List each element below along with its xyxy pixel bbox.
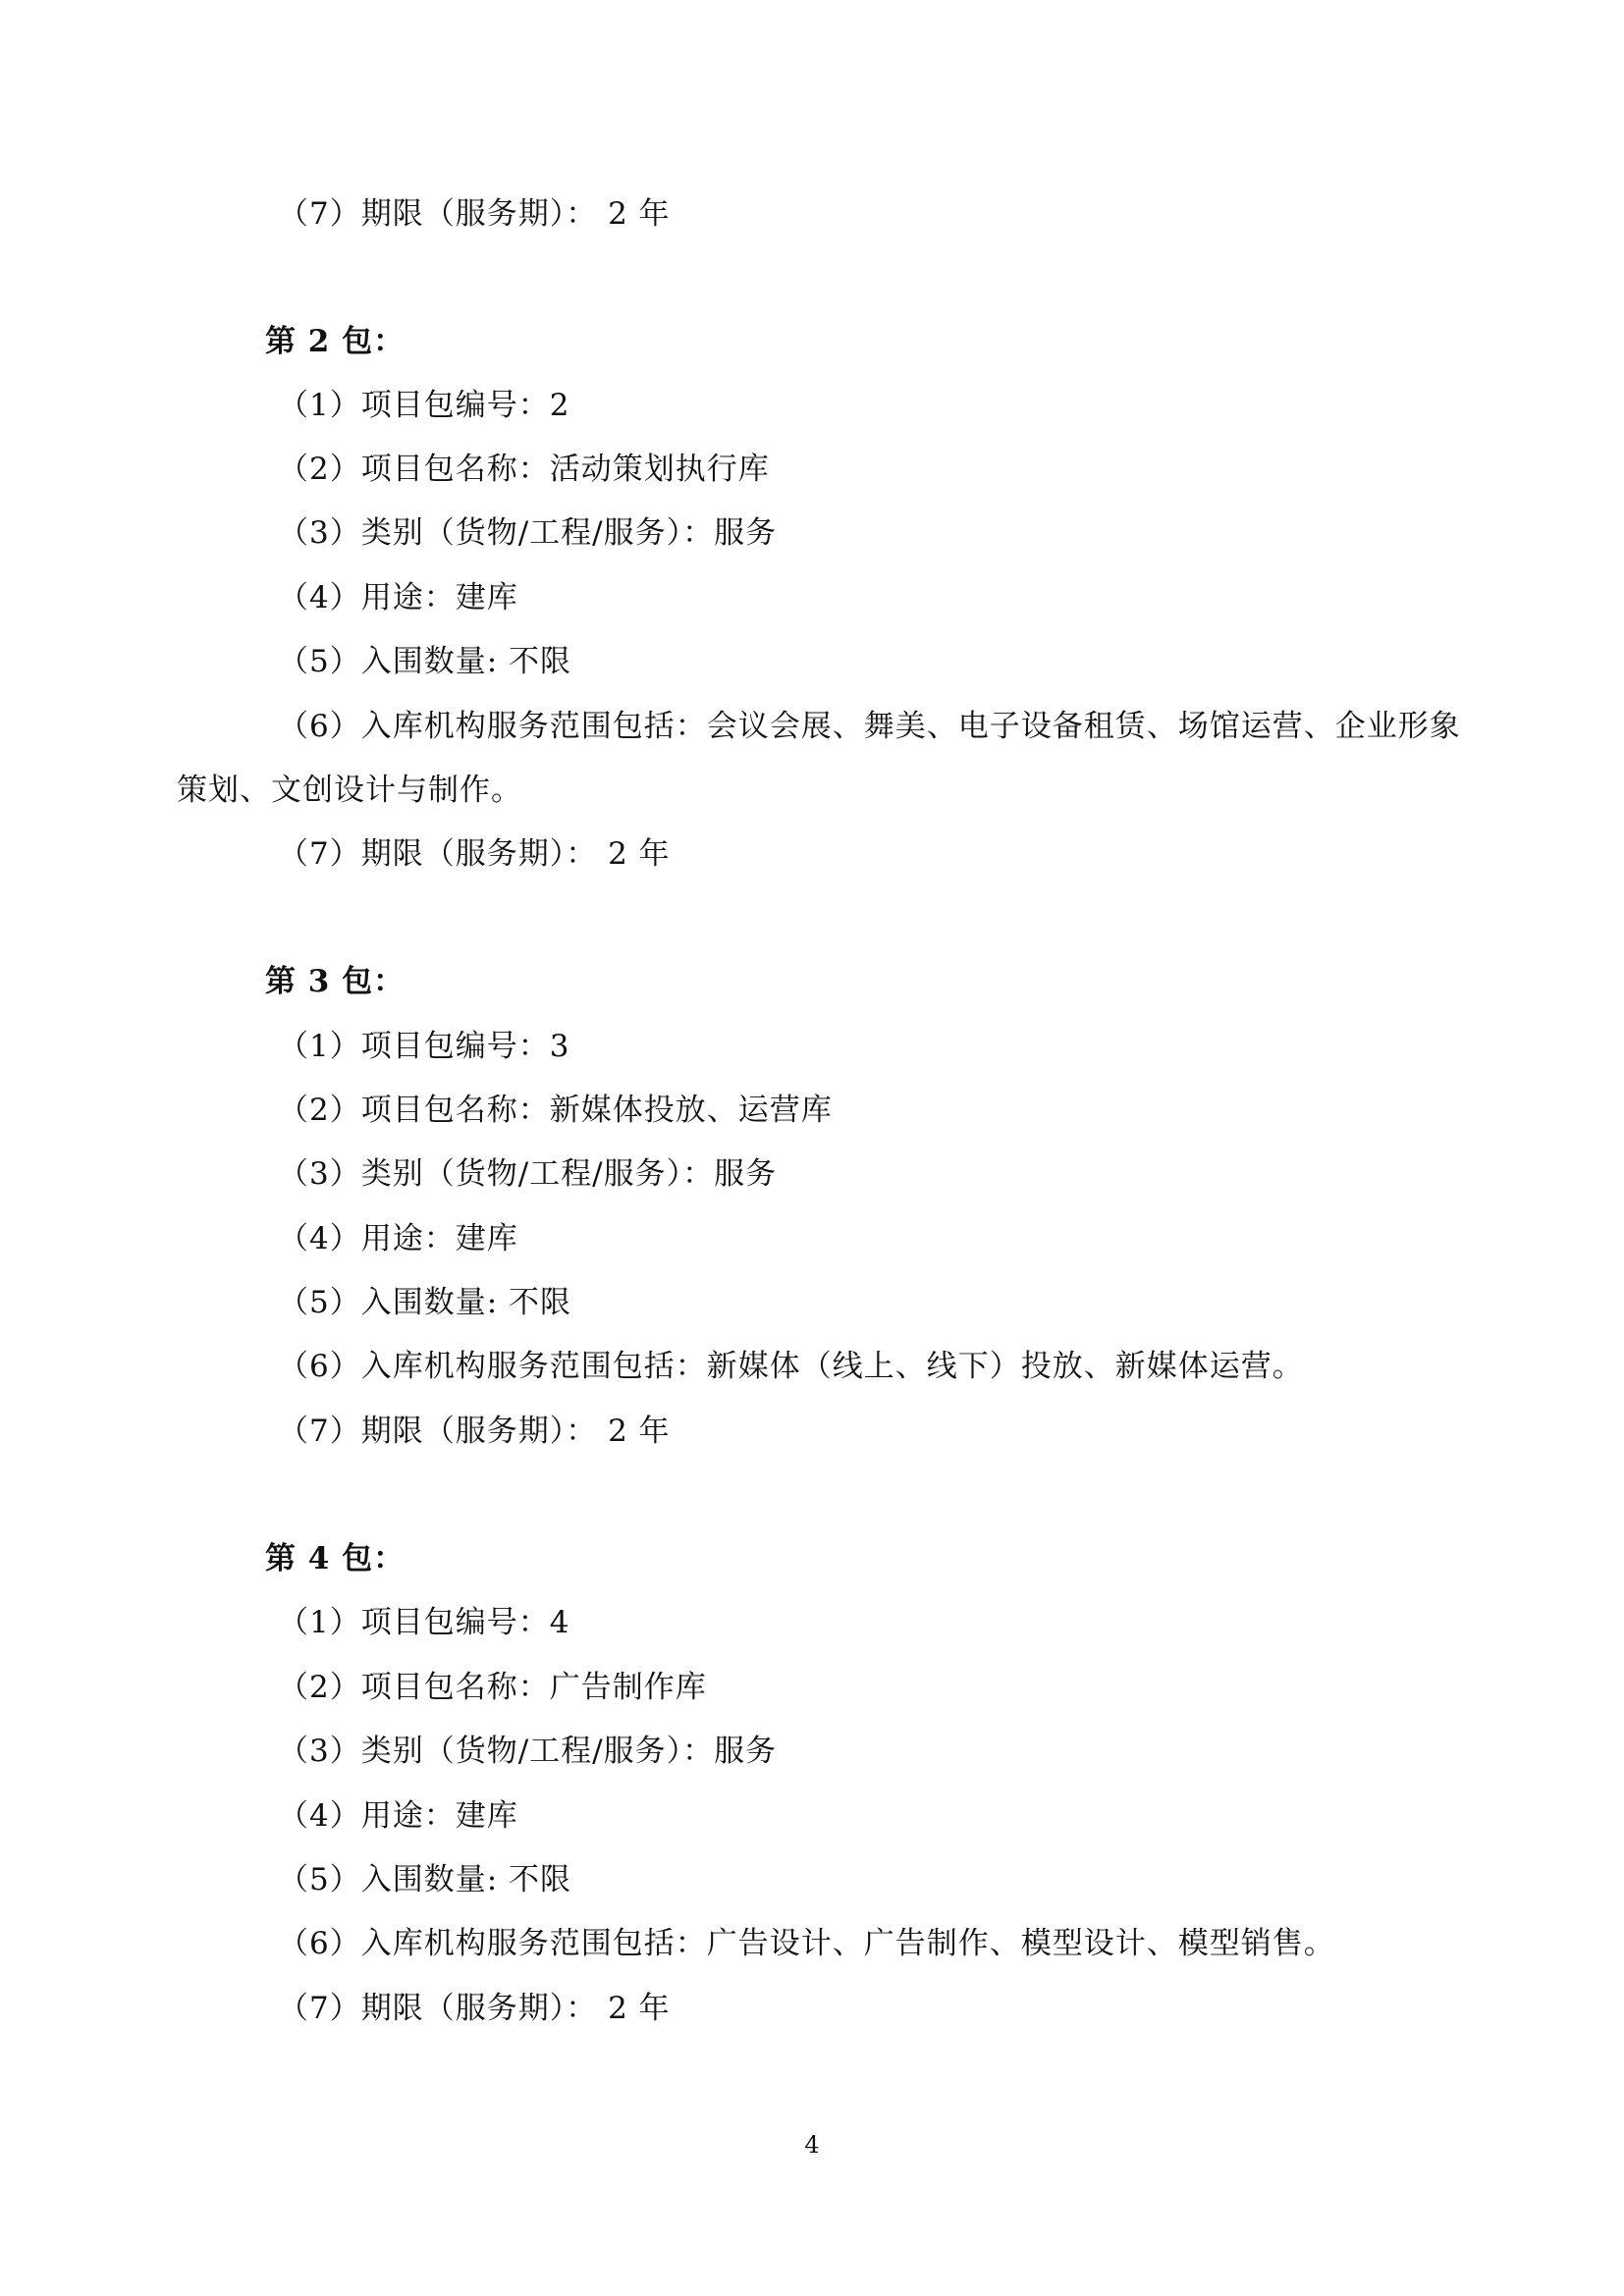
package-2-purpose: （4）用途：建库	[278, 580, 518, 615]
package-4-scope: （6）入库机构服务范围包括：广告设计、广告制作、模型设计、模型销售。	[278, 1926, 1335, 1961]
page-number: 4	[804, 2131, 820, 2159]
package-3-scope: （6）入库机构服务范围包括：新媒体（线上、线下）投放、新媒体运营。	[278, 1349, 1304, 1384]
package-2-term: （7）期限（服务期）： 2 年	[278, 836, 671, 872]
package-3-heading: 第 3 包：	[265, 964, 406, 999]
package-4-name: （2）项目包名称：广告制作库	[278, 1670, 707, 1705]
package-4-term: （7）期限（服务期）： 2 年	[278, 1991, 671, 2026]
package-2-category: （3）类别（货物/工程/服务）：服务	[278, 515, 778, 551]
package-2-scope: （6）入库机构服务范围包括：会议会展、舞美、电子设备租赁、场馆运营、企业形象	[278, 709, 1461, 744]
package-2-number: （1）项目包编号：2	[278, 388, 570, 423]
package-3-term: （7）期限（服务期）： 2 年	[278, 1414, 671, 1449]
package-2-name: （2）项目包名称：活动策划执行库	[278, 452, 770, 487]
package-1-term: （7）期限（服务期）： 2 年	[278, 196, 671, 232]
package-2-scope-continuation: 策划、文创设计与制作。	[177, 773, 522, 808]
package-4-heading: 第 4 包：	[265, 1541, 406, 1576]
package-3-quantity: （5）入围数量: 不限	[278, 1285, 572, 1320]
package-4-purpose: （4）用途：建库	[278, 1798, 518, 1834]
package-4-category: （3）类别（货物/工程/服务）：服务	[278, 1734, 778, 1769]
package-3-name: （2）项目包名称：新媒体投放、运营库	[278, 1093, 833, 1128]
package-3-purpose: （4）用途：建库	[278, 1221, 518, 1256]
package-2-heading: 第 2 包：	[265, 324, 406, 359]
package-3-number: （1）项目包编号：3	[278, 1029, 570, 1064]
package-3-category: （3）类别（货物/工程/服务）：服务	[278, 1156, 778, 1192]
package-4-quantity: （5）入围数量: 不限	[278, 1862, 572, 1897]
package-4-number: （1）项目包编号：4	[278, 1605, 570, 1640]
package-2-quantity: （5）入围数量: 不限	[278, 644, 572, 679]
